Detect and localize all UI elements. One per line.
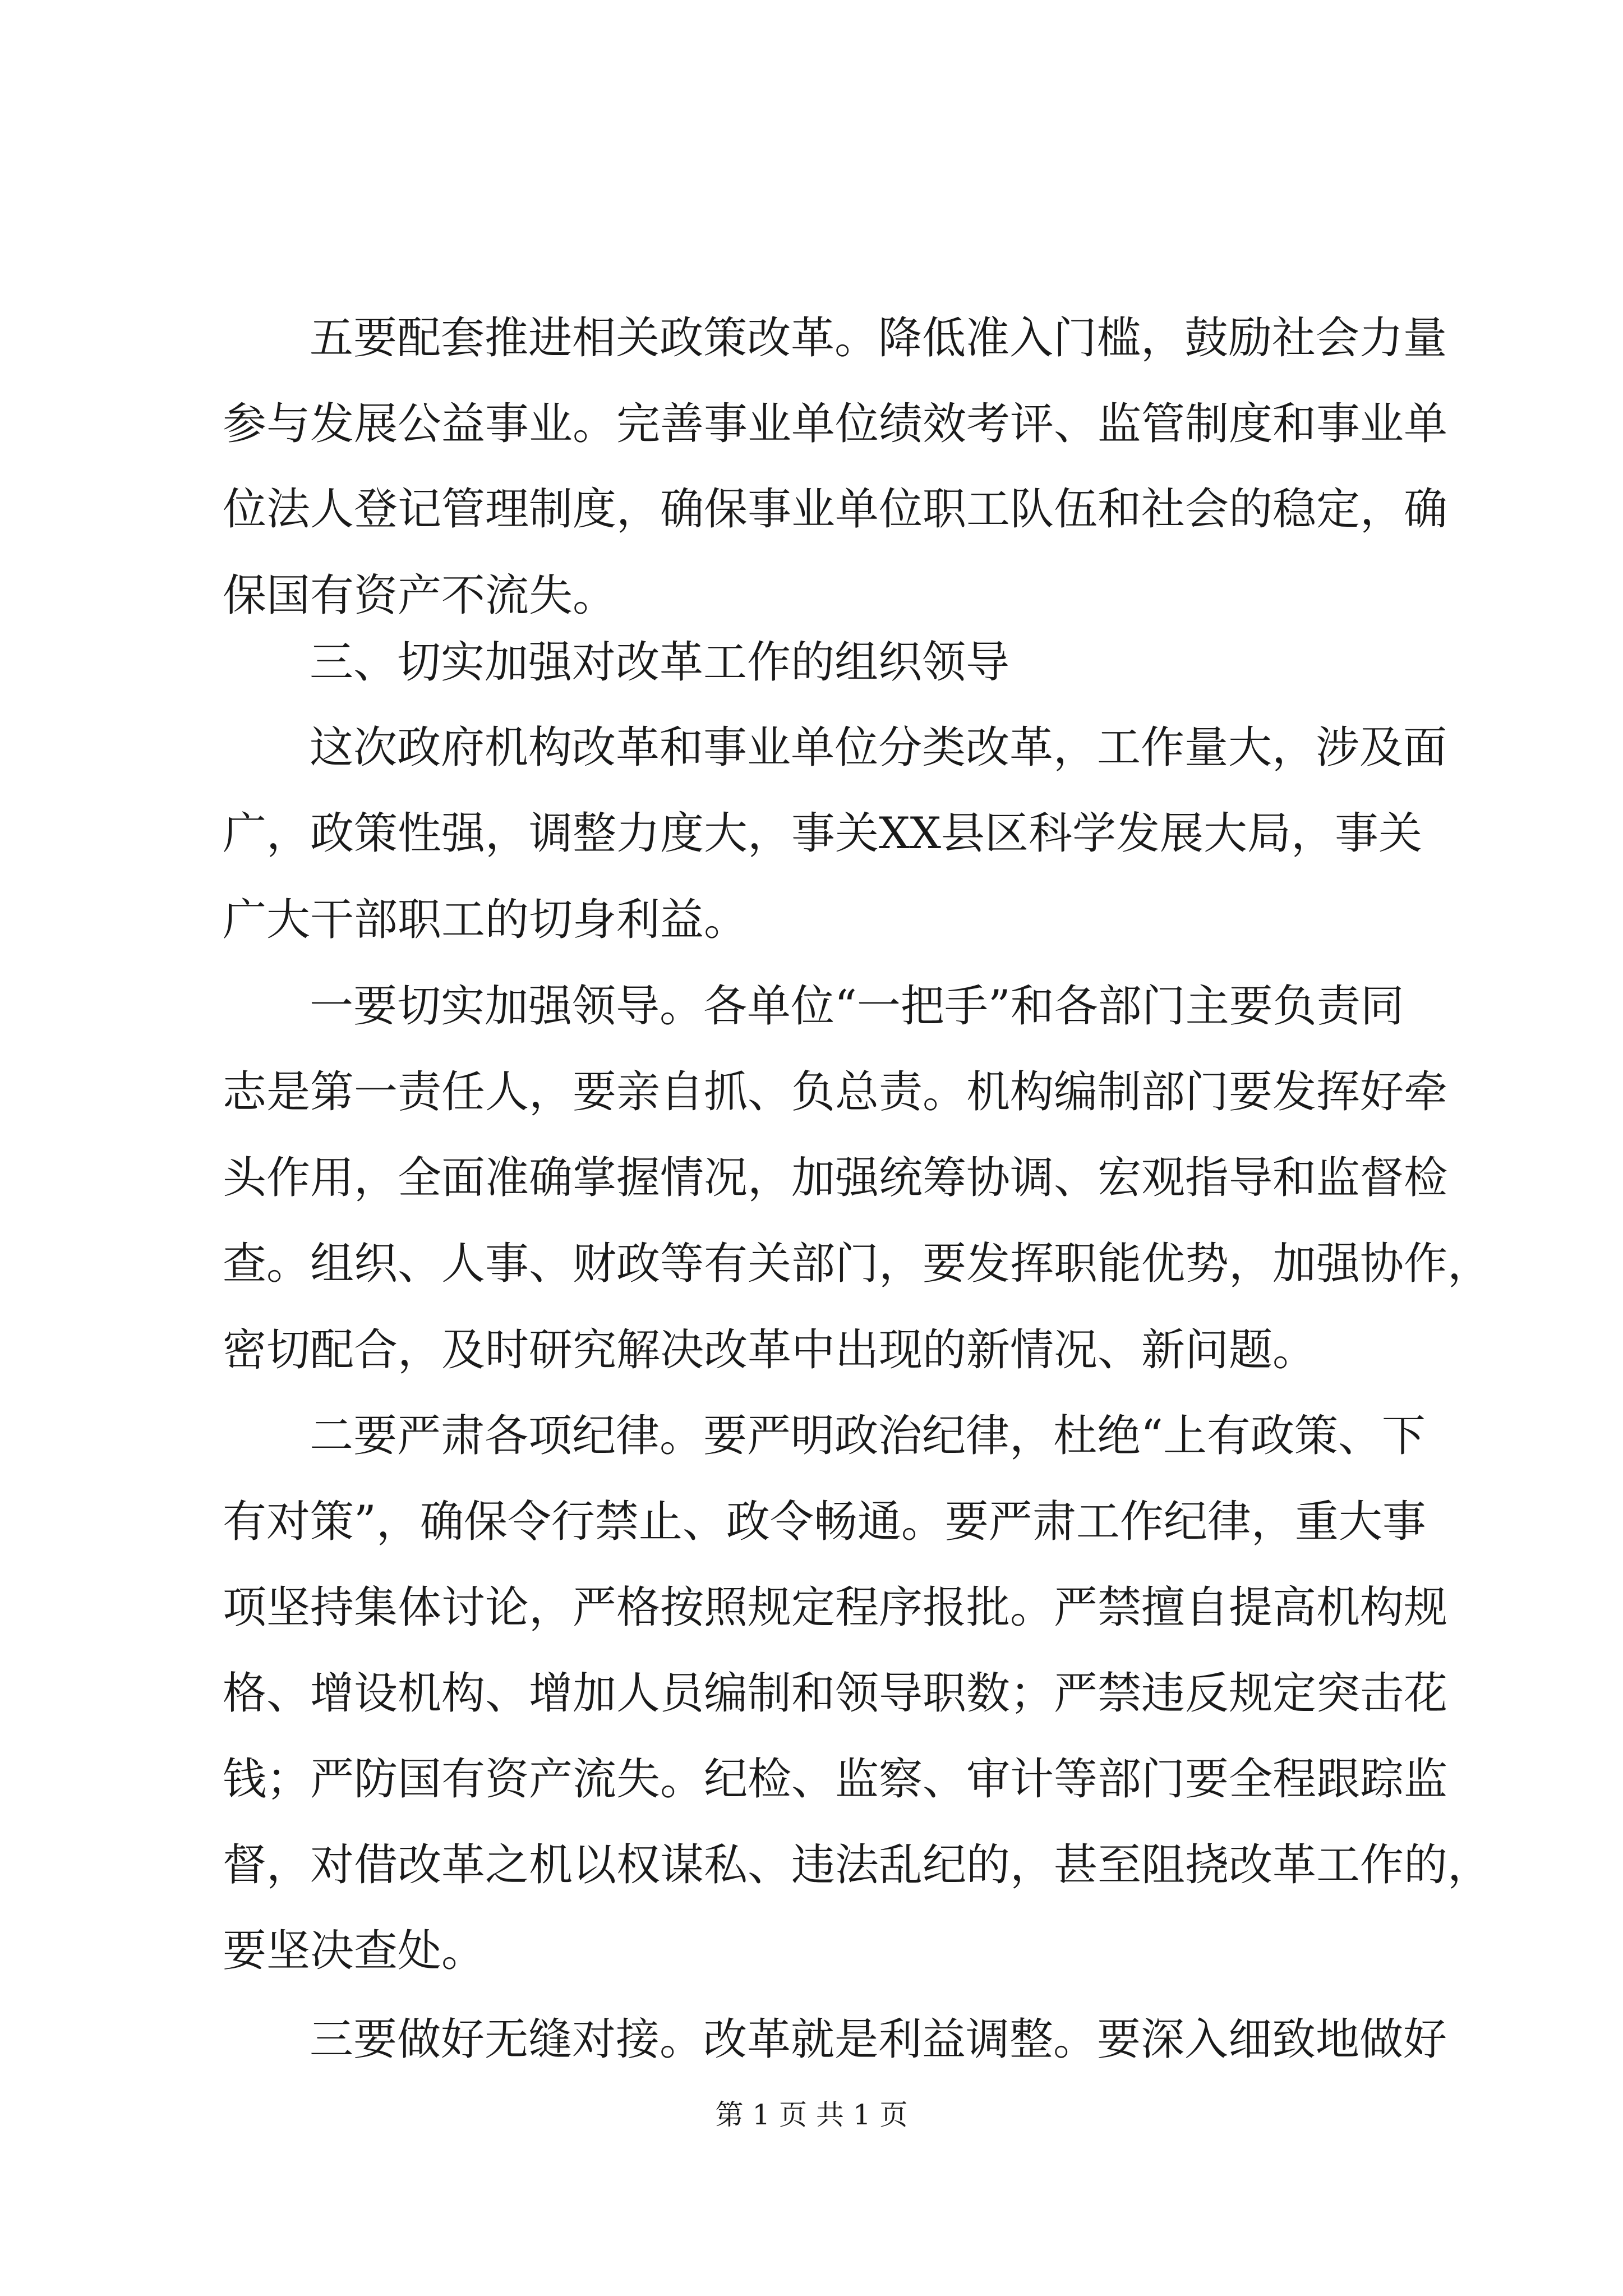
paragraph-line: 五要配套推进相关政策改革。降低准入门槛，鼓励社会力量: [310, 313, 1447, 364]
paragraph-line: 广大干部职工的切身利益。: [223, 895, 748, 945]
paragraph-line: 广，政策性强，调整力度大，事关XX县区科学发展大局，事关: [223, 808, 1423, 859]
paragraph-line: 一要切实加强领导。各单位“一把手”和各部门主要负责同: [310, 981, 1404, 1032]
page-footer: 第 1 页 共 1 页: [715, 2099, 908, 2131]
paragraph-line: 这次政府机构改革和事业单位分类改革，工作量大，涉及面: [310, 723, 1447, 773]
paragraph-line: 要坚决查处。: [223, 1926, 486, 1976]
paragraph-line: 位法人登记管理制度，确保事业单位职工队伍和社会的稳定，确: [223, 484, 1448, 535]
paragraph-line: 二要严肃各项纪律。要严明政治纪律，杜绝“上有政策、下: [310, 1411, 1426, 1461]
paragraph-line: 三要做好无缝对接。改革就是利益调整。要深入细致地做好: [310, 2014, 1447, 2065]
paragraph-line: 头作用，全面准确掌握情况，加强统筹协调、宏观指导和监督检: [223, 1153, 1448, 1203]
paragraph-line: 参与发展公益事业。完善事业单位绩效考评、监管制度和事业单: [223, 399, 1448, 449]
paragraph-line: 查。组织、人事、财政等有关部门，要发挥职能优势，加强协作，: [223, 1239, 1492, 1289]
section-heading: 三、切实加强对改革工作的组织领导: [310, 637, 1010, 688]
paragraph-line: 志是第一责任人，要亲自抓、负总责。机构编制部门要发挥好牵: [223, 1067, 1448, 1117]
paragraph-line: 项坚持集体讨论，严格按照规定程序报批。严禁擅自提高机构规: [223, 1582, 1448, 1633]
paragraph-line: 格、增设机构、增加人员编制和领导职数；严禁违反规定突击花: [223, 1668, 1448, 1719]
paragraph-line: 有对策”，确保令行禁止、政令畅通。要严肃工作纪律，重大事: [223, 1497, 1426, 1547]
paragraph-line: 督，对借改革之机以权谋私、违法乱纪的，甚至阻挠改革工作的，: [223, 1840, 1492, 1890]
paragraph-line: 钱；严防国有资产流失。纪检、监察、审计等部门要全程跟踪监: [223, 1754, 1448, 1805]
paragraph-line: 保国有资产不流失。: [223, 570, 617, 621]
paragraph-line: 密切配合，及时研究解决改革中出现的新情况、新问题。: [223, 1325, 1317, 1375]
